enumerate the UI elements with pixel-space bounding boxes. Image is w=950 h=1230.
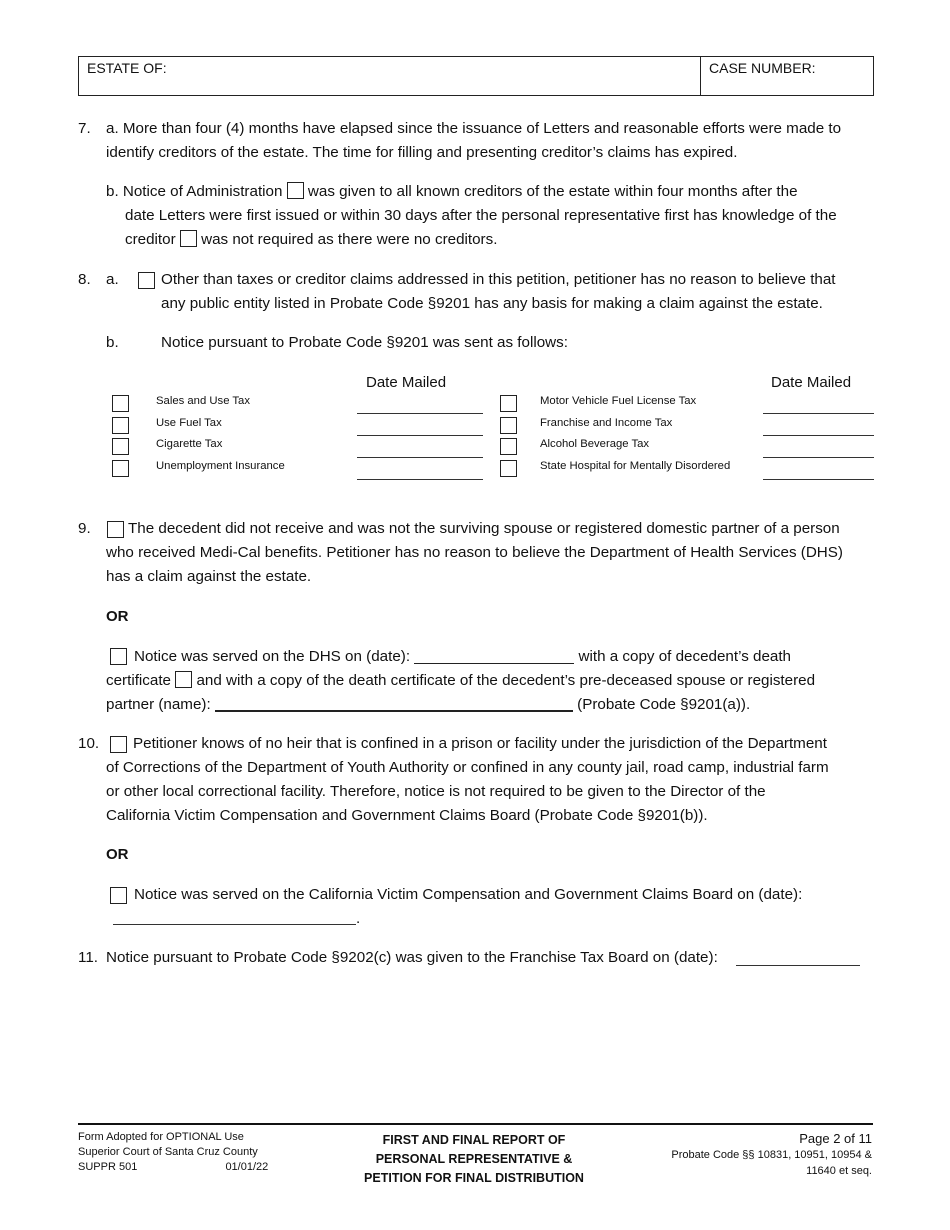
form-id-line — [78, 1160, 268, 1175]
footer-rule — [78, 1123, 873, 1125]
franchise-tax-board-date-field[interactable] — [736, 965, 860, 966]
item-7a-text-line2: identify creditors of the estate. The time for filling and presenting creditor’s claims has expired. — [106, 144, 738, 161]
item-10-alt-period: . — [356, 910, 361, 927]
no-confined-heir-checkbox[interactable] — [110, 736, 127, 753]
item-7b-creditor-text: creditor — [125, 231, 176, 248]
item-9-alt-line3 — [106, 693, 750, 717]
form-adopted-text: Form Adopted for OPTIONAL Use — [78, 1131, 244, 1143]
predeceased-spouse-text: and with a copy of the death certificate of the decedent’s pre-deceased spouse or registered — [196, 672, 816, 689]
item-7-number: 7. — [78, 120, 91, 137]
dhs-notice-text: Notice was served on the DHS on (date): — [134, 648, 411, 665]
notice-given-checkbox[interactable] — [287, 182, 304, 199]
cigarette-tax-checkbox[interactable] — [112, 438, 129, 455]
form-date: 01/01/22 — [225, 1161, 269, 1173]
partner-name-field[interactable] — [215, 695, 573, 712]
cigarette-tax-date-line[interactable] — [357, 457, 483, 458]
item-10-text-line3: or other local correctional facility. Therefore, notice is not required to be given to the Director of the — [106, 783, 766, 800]
item-8a-text-line1: Other than taxes or creditor claims addressed in this petition, petitioner has no reason to believe that — [161, 271, 836, 288]
item-9-text-line2: who received Medi-Cal benefits. Petitioner has no reason to believe the Department of Health Services (DHS) — [106, 544, 843, 561]
item-11-text: Notice pursuant to Probate Code §9202(c) was given to the Franchise Tax Board on (date): — [106, 949, 718, 966]
item-10-text-line4: California Victim Compensation and Government Claims Board (Probate Code §9201(b)). — [106, 807, 708, 824]
death-certificate-checkbox[interactable] — [175, 671, 192, 688]
use-fuel-tax-checkbox[interactable] — [112, 417, 129, 434]
cigarette-tax-label: Cigarette Tax — [156, 438, 223, 450]
item-8a-label: a. — [106, 271, 119, 288]
item-7b-text-post: was given to all known creditors of the estate within four months after the — [307, 183, 798, 200]
item-7b-line1 — [106, 180, 798, 204]
motor-vehicle-fuel-tax-checkbox[interactable] — [500, 395, 517, 412]
probate-code-ref-line1: Probate Code §§ 10831, 10951, 10954 & — [671, 1149, 872, 1161]
dhs-date-field[interactable] — [414, 648, 574, 664]
item-10-number: 10. — [78, 735, 100, 752]
court-name-text: Superior Court of Santa Cruz County — [78, 1146, 258, 1158]
item-10-or: OR — [106, 846, 129, 863]
item-7b-not-required-text: was not required as there were no creditors. — [201, 231, 498, 248]
item-7b-line3 — [125, 228, 497, 252]
item-8b-text: Notice pursuant to Probate Code §9201 was sent as follows: — [161, 334, 568, 351]
header-divider — [700, 57, 701, 95]
victim-board-notice-checkbox[interactable] — [110, 887, 127, 904]
item-8a-text-line2: any public entity listed in Probate Code §9201 has any basis for making a claim against the estate. — [161, 295, 823, 312]
item-9-text-line3: has a claim against the estate. — [106, 568, 312, 585]
no-medi-cal-checkbox[interactable] — [107, 521, 124, 538]
item-7b-text-pre: b. Notice of Administration — [106, 183, 283, 200]
form-id: SUPPR 501 — [78, 1161, 138, 1173]
footer-title-line2: PERSONAL REPRESENTATIVE & — [375, 1152, 573, 1166]
item-8b-label: b. — [106, 334, 119, 351]
item-10-alt-line1: Notice was served on the California Victim Compensation and Government Claims Board on (date): — [134, 886, 803, 903]
date-mailed-header-left: Date Mailed — [366, 374, 447, 391]
sales-use-tax-date-line[interactable] — [357, 413, 483, 414]
item-11-number: 11. — [78, 949, 98, 966]
alcohol-beverage-tax-label: Alcohol Beverage Tax — [540, 438, 650, 450]
unemployment-insurance-date-line[interactable] — [357, 479, 483, 480]
state-hospital-checkbox[interactable] — [500, 460, 517, 477]
case-number-label: CASE NUMBER: — [709, 60, 816, 76]
partner-name-label: partner (name): — [106, 696, 211, 713]
case-header-box — [78, 56, 874, 96]
probate-code-9201a-text: (Probate Code §9201(a)). — [577, 696, 751, 713]
item-8-number: 8. — [78, 271, 91, 288]
footer-left — [78, 1130, 268, 1175]
alcohol-beverage-tax-checkbox[interactable] — [500, 438, 517, 455]
footer-title-line1: FIRST AND FINAL REPORT OF — [382, 1133, 566, 1147]
date-mailed-header-right: Date Mailed — [771, 374, 852, 391]
certificate-text: certificate — [106, 672, 171, 689]
no-public-entity-claim-checkbox[interactable] — [138, 272, 155, 289]
probate-code-ref-line2: 11640 et seq. — [806, 1165, 872, 1177]
item-9-alt-line2 — [106, 669, 815, 693]
unemployment-insurance-label: Unemployment Insurance — [156, 460, 285, 472]
item-9-alt-line1 — [134, 645, 791, 669]
alcohol-beverage-tax-date-line[interactable] — [763, 457, 874, 458]
item-9-number: 9. — [78, 520, 91, 537]
no-creditors-checkbox[interactable] — [180, 230, 197, 247]
item-10-text-line1: Petitioner knows of no heir that is confined in a prison or facility under the jurisdiction of the Department — [133, 735, 827, 752]
footer-title-line3: PETITION FOR FINAL DISTRIBUTION — [364, 1171, 584, 1185]
dhs-copy-text: with a copy of decedent’s death — [578, 648, 792, 665]
motor-vehicle-fuel-tax-label: Motor Vehicle Fuel License Tax — [540, 395, 697, 407]
estate-of-label: ESTATE OF: — [87, 60, 167, 76]
item-9-or: OR — [106, 608, 129, 625]
state-hospital-label: State Hospital for Mentally Disordered — [540, 460, 731, 472]
use-fuel-tax-label: Use Fuel Tax — [156, 417, 222, 429]
franchise-income-tax-checkbox[interactable] — [500, 417, 517, 434]
item-10-text-line2: of Corrections of the Department of Youth Authority or confined in any county jail, road camp, industrial farm — [106, 759, 829, 776]
use-fuel-tax-date-line[interactable] — [357, 435, 483, 436]
state-hospital-date-line[interactable] — [763, 479, 874, 480]
unemployment-insurance-checkbox[interactable] — [112, 460, 129, 477]
victim-board-date-field[interactable] — [113, 924, 356, 925]
franchise-income-tax-label: Franchise and Income Tax — [540, 417, 673, 429]
item-9-text-line1: The decedent did not receive and was not the surviving spouse or registered domestic partner of a person — [128, 520, 840, 537]
dhs-notice-checkbox[interactable] — [110, 648, 127, 665]
item-7a-text-line1: a. More than four (4) months have elapsed since the issuance of Letters and reasonable efforts were made to — [106, 120, 842, 137]
item-7b-text-line2: date Letters were first issued or within 30 days after the personal representative first has knowledge of the — [125, 207, 837, 224]
franchise-income-tax-date-line[interactable] — [763, 435, 874, 436]
sales-use-tax-checkbox[interactable] — [112, 395, 129, 412]
sales-use-tax-label: Sales and Use Tax — [156, 395, 250, 407]
footer-right — [671, 1131, 872, 1179]
footer-title — [336, 1131, 612, 1188]
motor-vehicle-fuel-tax-date-line[interactable] — [763, 413, 874, 414]
page-number: Page 2 of 11 — [799, 1131, 872, 1146]
